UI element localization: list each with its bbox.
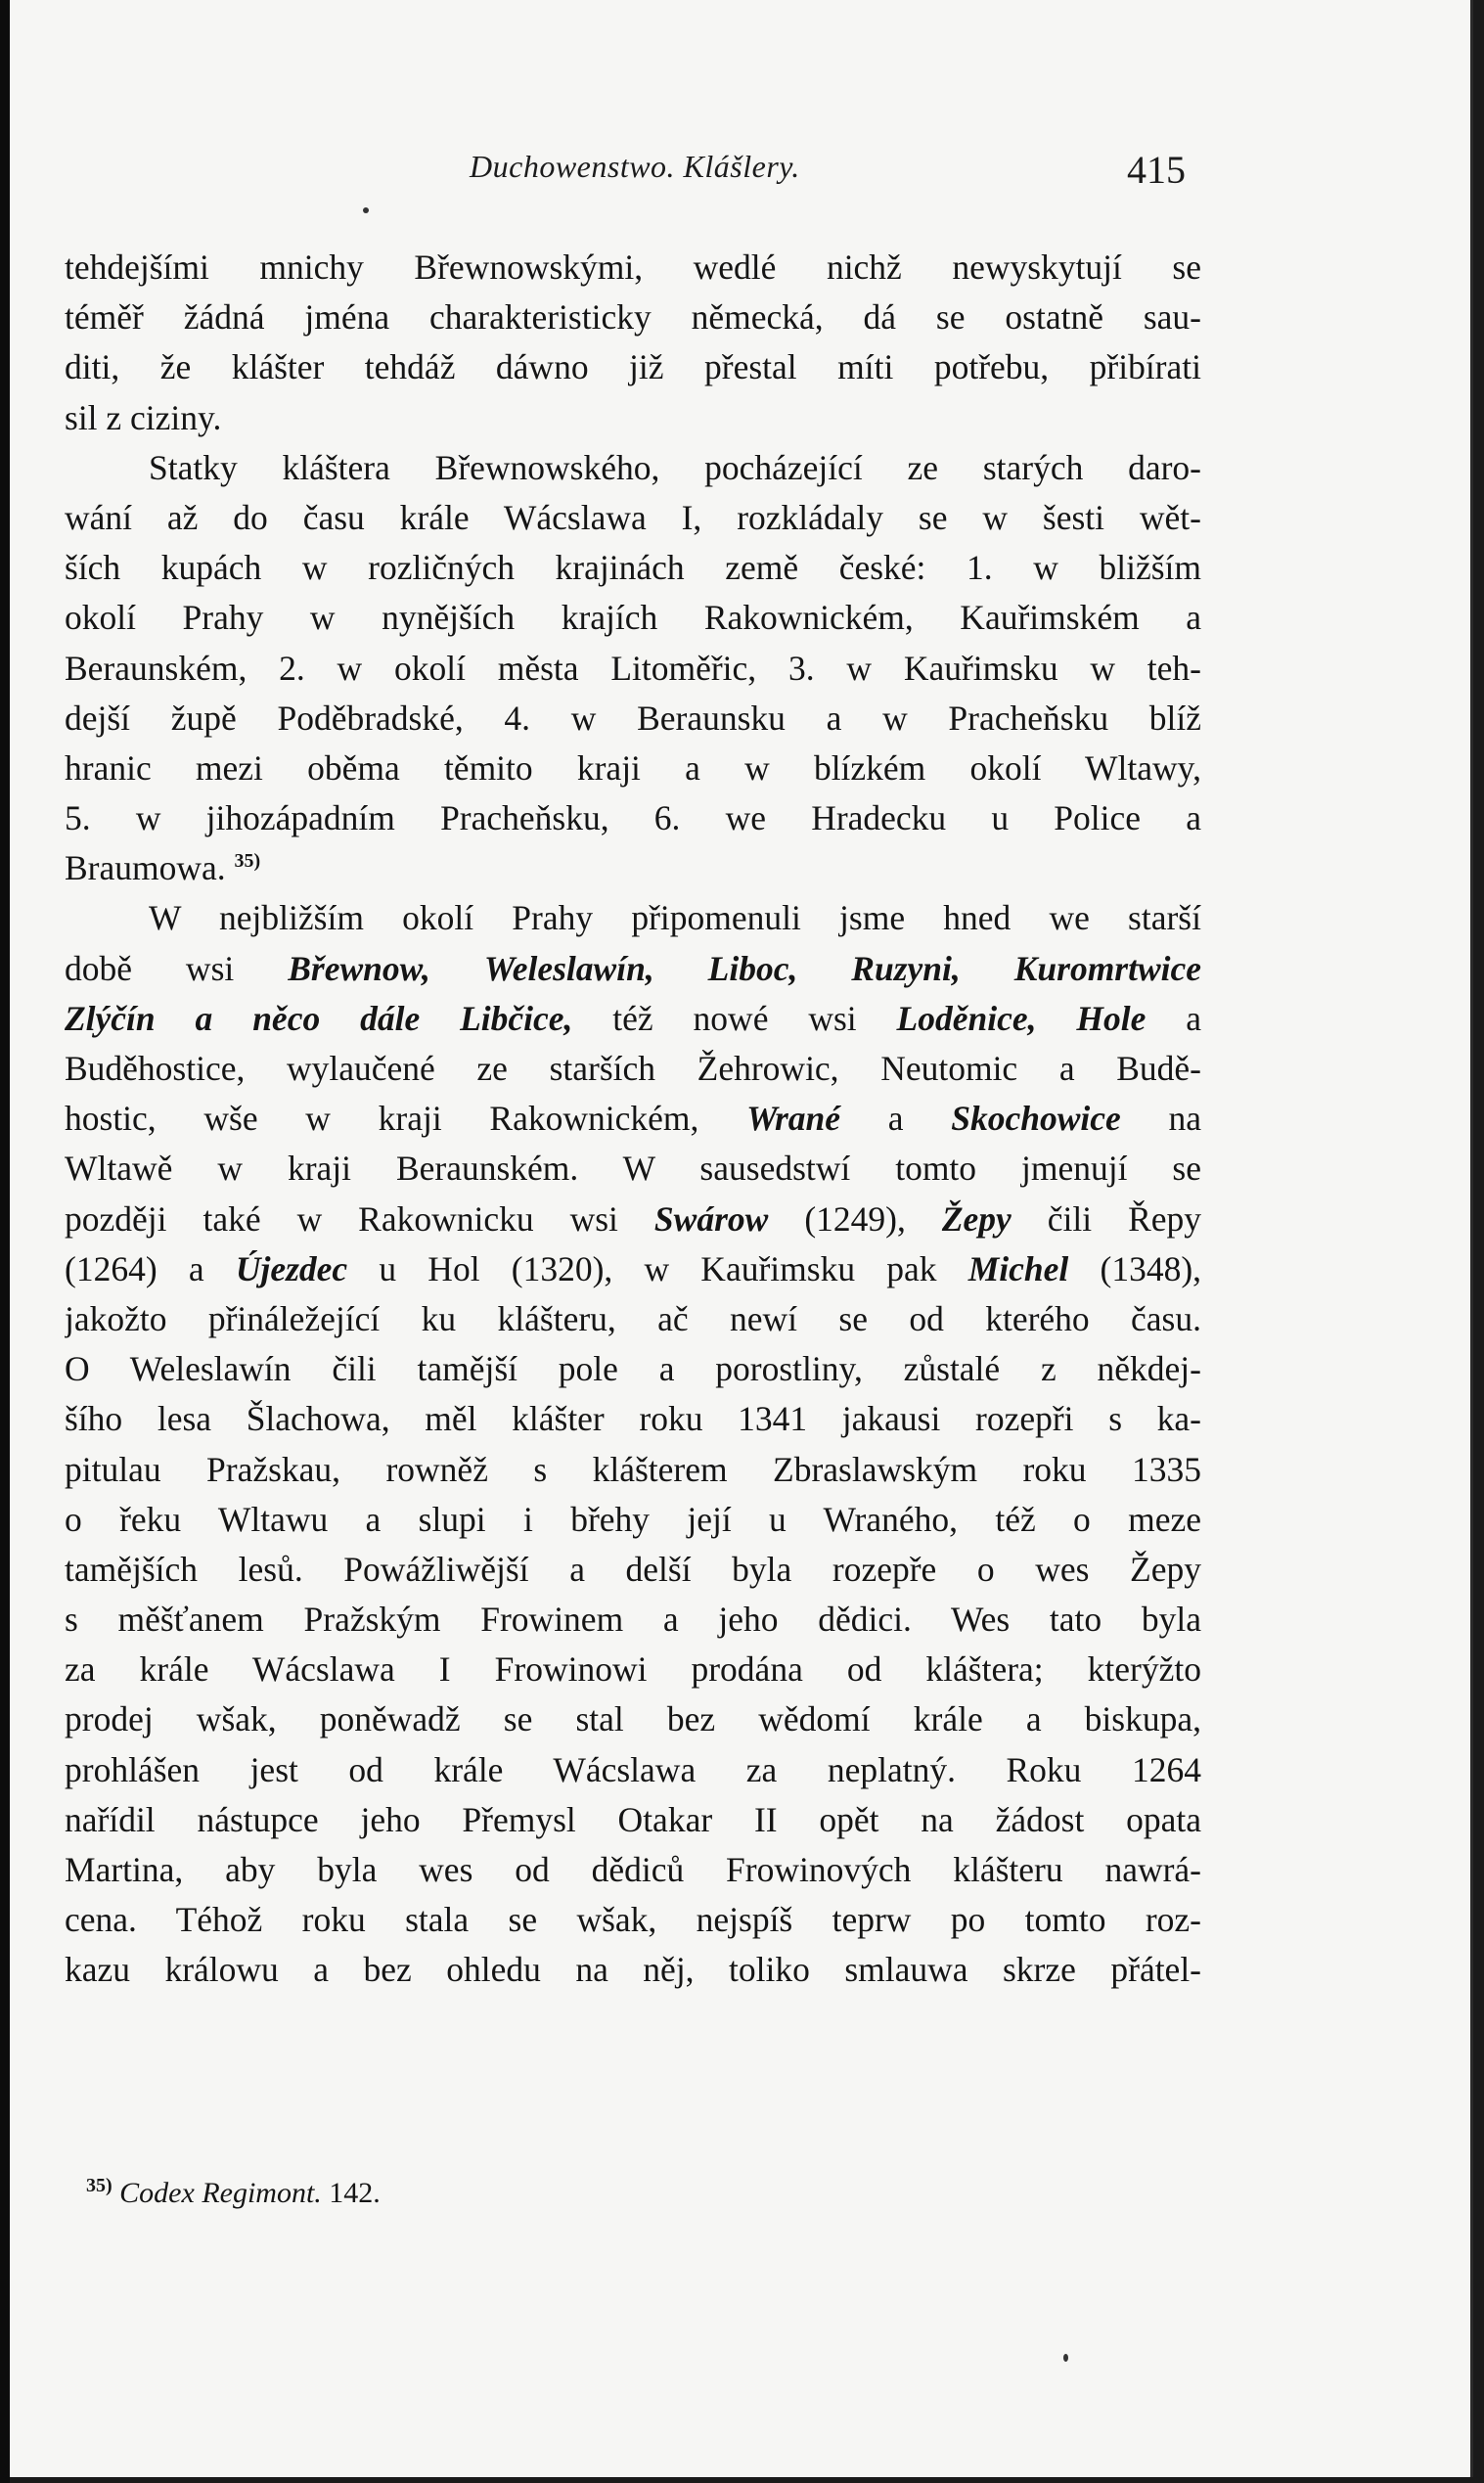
text-line: 5. w jihozápadním Pracheňsku, 6. we Hradecku u Police a [65, 798, 1201, 838]
place-name: Újezdec [235, 1248, 348, 1288]
scan-speck [1063, 2354, 1068, 2362]
text-line [65, 944, 1201, 994]
footnote [86, 2177, 381, 2210]
text-line: sil z ciziny. [65, 397, 222, 437]
scan-left-edge [0, 0, 10, 2483]
place-name: Zlýčín a něco dále [65, 998, 421, 1038]
text-line: wání až do času krále Wácslawa I, rozkládaly se w šesti wět- [65, 497, 1201, 537]
body-text [65, 243, 1201, 1996]
place-name: Weleslawín, [483, 948, 654, 988]
text-line: kazu králowu a bez ohledu na něj, toliko smlauwa skrze přátel- [65, 1950, 1201, 1990]
text-line: Wltawě w kraji Beraunském. W sausedstwí tomto jmenují se [65, 1149, 1201, 1189]
line-text: době wsi [65, 948, 235, 988]
place-name: Skochowice [951, 1099, 1121, 1139]
page-header [10, 147, 1470, 205]
text-line: Buděhostice, wylaučené ze starších Žehrowic, Neutomic a Budě- [65, 1049, 1201, 1088]
text-line: nařídil nástupce jeho Přemysl Otakar II opět na žádost opata [65, 1799, 1201, 1839]
place-name: Ruzyni, [851, 948, 961, 988]
line-text: hostic, wše w kraji Rakownickém, [65, 1099, 699, 1139]
line-text: (1348), [1100, 1248, 1201, 1288]
line-text: a [1186, 998, 1201, 1038]
text-line: ších kupách w rozličných krajinách země české: 1. w bližším [65, 548, 1201, 588]
footnote-reference: 35) [234, 850, 261, 873]
text-line [65, 1094, 1201, 1144]
text-line: W nejbližším okolí Prahy připomenuli jsme hned we starší [149, 898, 1201, 938]
text-line: tehdejšími mnichy Břewnowskými, wedlé nichž newyskytují se [65, 248, 1201, 287]
line-text: a [887, 1099, 904, 1139]
line-text: (1264) a [65, 1248, 204, 1288]
line-text: též nowé wsi [612, 998, 857, 1038]
text-line: dejší župě Poděbradské, 4. w Beraunsku a w Pracheňsku blíž [65, 698, 1201, 738]
place-name: Libčice, [460, 998, 573, 1038]
text-line: Martina, aby byla wes od dědiců Frowinových klášteru nawrá- [65, 1850, 1201, 1889]
text-line [65, 843, 1201, 893]
footnote-page: 142. [329, 2177, 381, 2209]
text-line: o řeku Wltawu a slupi i břehy její u Wraného, též o meze [65, 1499, 1201, 1539]
footnote-source: Codex Regimont. [119, 2177, 322, 2209]
text-line: Statky kláštera Břewnowského, pocházející ze starých daro- [149, 447, 1201, 487]
place-name: Swárow [653, 1198, 769, 1239]
page-number: 415 [1127, 148, 1186, 192]
place-name: Loděnice, [896, 998, 1037, 1038]
text-line: s měšťanem Pražským Frowinem a jeho dědici. Wes tato byla [65, 1600, 1201, 1640]
text-line: diti, že klášter tehdáž dáwno již přestal míti potřebu, přibírati [65, 347, 1201, 387]
scan-speck [363, 207, 369, 213]
place-name: Hole [1076, 998, 1147, 1038]
place-name: Liboc, [707, 948, 798, 988]
text-line: prohlášen jest od krále Wácslawa za neplatný. Roku 1264 [65, 1749, 1201, 1789]
footnote-marker: 35) [86, 2175, 112, 2196]
line-text: na [1168, 1099, 1201, 1139]
place-name: Kuromrtwice [1013, 948, 1201, 988]
line-text: (1249), [804, 1198, 906, 1239]
running-title: Duchowenstwo. Klášlery. [470, 149, 800, 184]
line-text: Braumowa. [65, 848, 226, 888]
text-line: cena. Téhož roku stala se wšak, nejspíš teprw po tomto roz- [65, 1900, 1201, 1940]
line-text: u Hol (1320), w Kauřimsku pak [379, 1248, 937, 1288]
text-line: téměř žádná jména charakteristicky německá, dá se ostatně sau- [65, 297, 1201, 338]
place-name: Břewnow, [288, 948, 430, 988]
line-text: čili Řepy [1047, 1198, 1201, 1239]
place-name: Wrané [746, 1099, 841, 1139]
text-line [65, 994, 1201, 1044]
line-text: později také w Rakownicku wsi [65, 1198, 618, 1239]
place-name: Žepy [941, 1198, 1012, 1239]
book-page [10, 0, 1473, 2477]
place-name: Michel [967, 1248, 1069, 1288]
text-line: tamějších lesů. Powážliwější a delší byla rozepře o wes Žepy [65, 1549, 1201, 1589]
text-line: Beraunském, 2. w okolí města Litoměřic, 3. w Kauřimsku w teh- [65, 648, 1201, 688]
text-line: O Weleslawín čili tamější pole a porostliny, zůstalé z někdej- [65, 1349, 1201, 1389]
text-line [65, 1244, 1201, 1294]
text-line: prodej wšak, poněwadž se stal bez wědomí krále a biskupa, [65, 1699, 1201, 1739]
text-line: za krále Wácslawa I Frowinowi prodána od kláštera; kterýžto [65, 1649, 1201, 1690]
text-line: pitulau Pražskau, rowněž s klášterem Zbraslawským roku 1335 [65, 1449, 1201, 1489]
text-line: okolí Prahy w nynějších krajích Rakownickém, Kauřimském a [65, 598, 1201, 638]
text-line: jakožto přináležející ku klášteru, ač newí se od kterého času. [65, 1298, 1201, 1338]
text-line [65, 1195, 1201, 1244]
text-line: šího lesa Šlachowa, měl klášter roku 1341 jakausi rozepři s ka- [65, 1399, 1201, 1439]
text-line: hranic mezi oběma těmito kraji a w blízkém okolí Wltawy, [65, 747, 1201, 788]
